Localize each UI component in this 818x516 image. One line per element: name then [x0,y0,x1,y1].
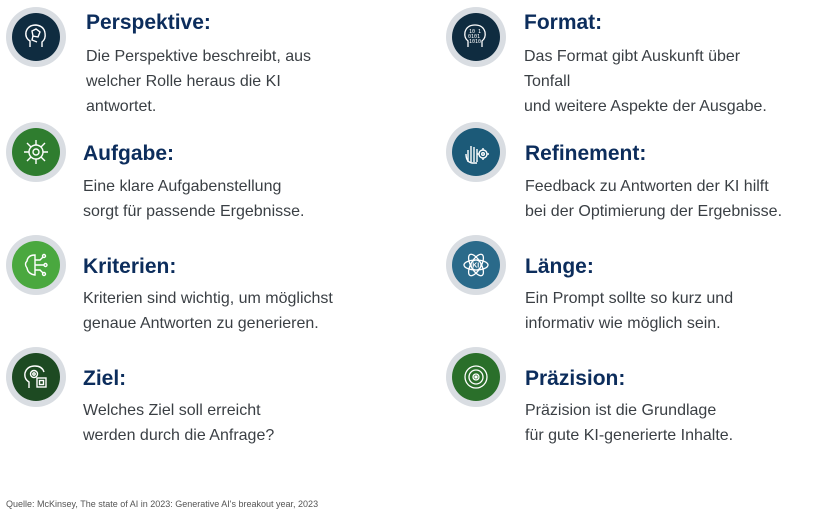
kriterien-description: Kriterien sind wichtig, um möglichst genaue Antworten zu generieren. [83,290,333,332]
brain-circuit-icon [12,241,60,289]
laenge-badge [446,235,506,295]
svg-text:0101: 0101 [468,34,481,40]
perspektive-badge [6,7,66,67]
refinement-description: Feedback zu Antworten der KI hilft bei der Optimierung der Ergebnisse. [525,178,783,220]
binary-brain-icon [452,13,500,61]
svg-text:1010: 1010 [469,39,482,45]
head-gear-icon [12,353,60,401]
ziel-badge [6,347,66,407]
aufgabe-title: Aufgabe: [83,142,174,165]
laenge-description: Ein Prompt sollte so kurz und informativ wie möglich sein. [525,290,734,332]
kriterien-title: Kriterien: [83,255,177,278]
svg-text:KI: KI [472,262,480,270]
refinement-title: Refinement: [525,142,647,165]
ziel-title: Ziel: [83,367,127,390]
refinement-badge [446,122,506,182]
format-badge [446,7,506,67]
svg-text:10 1: 10 1 [469,29,482,35]
brain-face-icon [12,13,60,61]
kriterien-badge [6,235,66,295]
praezision-title: Präzision: [525,367,626,390]
hand-gear-icon [452,128,500,176]
laenge-title: Länge: [525,255,594,278]
source-note: Quelle: McKinsey, The state of AI in 2023: Generative AI's breakout year, 2023 [6,499,319,509]
aufgabe-description: Eine klare Aufgabenstellung sorgt für passende Ergebnisse. [83,178,305,220]
aufgabe-badge [6,122,66,182]
praezision-description: Präzision ist die Grundlage für gute KI-generierte Inhalte. [525,402,734,444]
circuit-target-icon [12,128,60,176]
format-title: Format: [524,11,603,34]
ziel-description: Welches Ziel soll erreicht werden durch die Anfrage? [83,402,275,444]
perspektive-title: Perspektive: [86,11,211,34]
target-icon [452,353,500,401]
perspektive-description: Die Perspektive beschreibt, aus welcher Rolle heraus die KI antwortet. [86,48,311,115]
ki-atom-icon [452,241,500,289]
praezision-badge [446,347,506,407]
format-description: Das Format gibt Auskunft über Tonfall und weitere Aspekte der Ausgabe. [524,48,767,115]
